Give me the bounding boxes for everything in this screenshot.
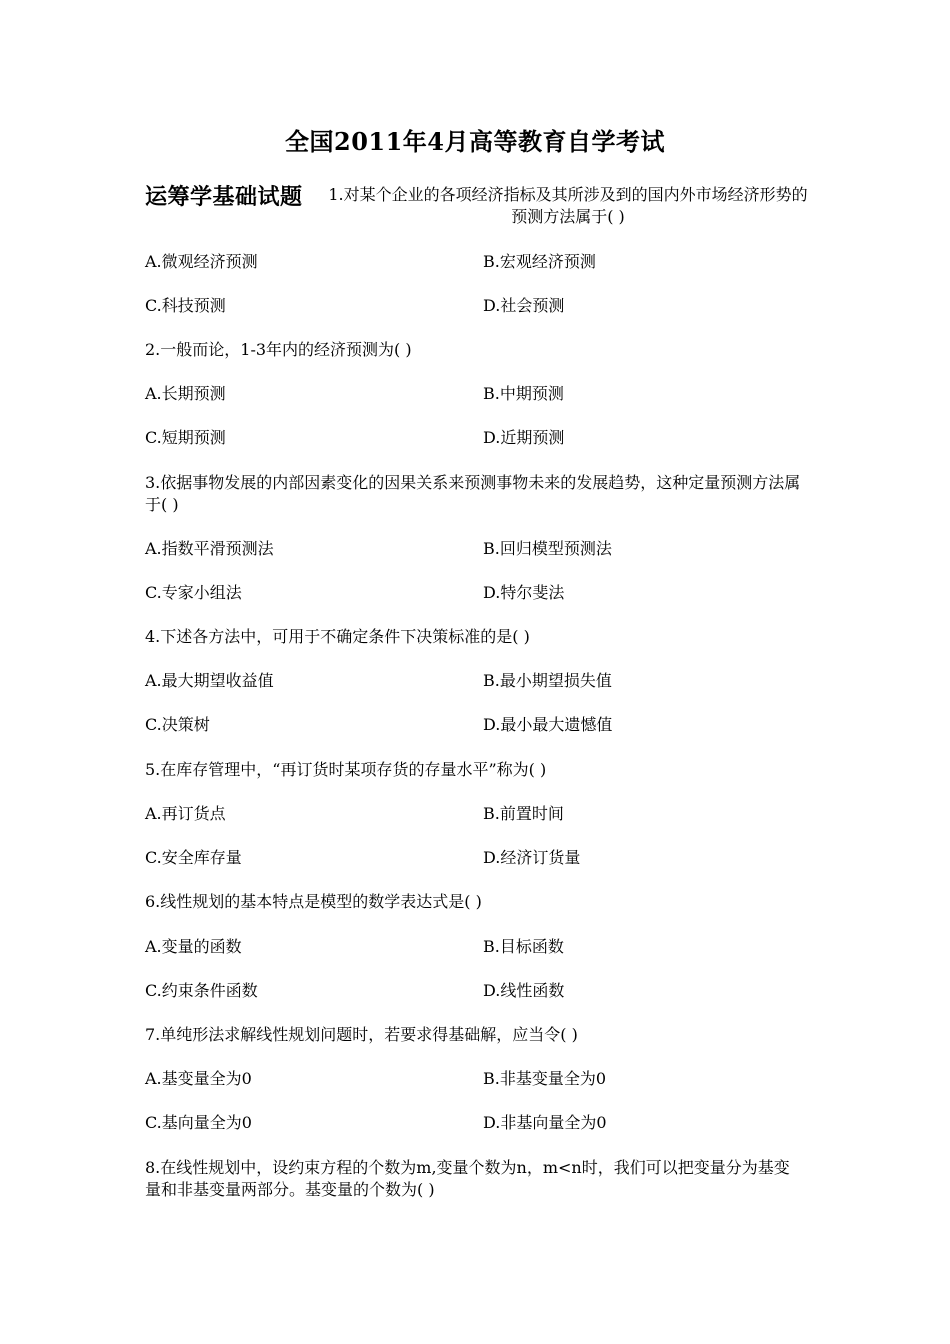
question-5-option-d: D.经济订货量 <box>483 848 581 867</box>
question-7-option-c: C.基向量全为0 <box>145 1113 252 1132</box>
question-8-stem: 8.在线性规划中，设约束方程的个数为m,变量个数为n，m<n时，我们可以把变量分为基变量和非基变量两部分。基变量的个数为( ) <box>145 1158 790 1199</box>
question-1-option-c: C.科技预测 <box>145 296 226 315</box>
question-5-option-c: C.安全库存量 <box>145 848 242 867</box>
question-1-option-b: B.宏观经济预测 <box>483 252 596 271</box>
question-6-option-a: A.变量的函数 <box>145 937 242 956</box>
question-4-option-a: A.最大期望收益值 <box>145 671 274 690</box>
question-2-option-a: A.长期预测 <box>145 384 226 403</box>
question-6-option-b: B.目标函数 <box>483 937 564 956</box>
question-4-option-b: B.最小期望损失值 <box>483 671 612 690</box>
question-7-stem: 7.单纯形法求解线性规划问题时，若要求得基础解，应当令( ) <box>145 1025 578 1044</box>
question-5-option-b: B.前置时间 <box>483 804 564 823</box>
question-2-stem: 2.一般而论，1-3年内的经济预测为( ) <box>145 340 412 359</box>
question-6-option-d: D.线性函数 <box>483 981 565 1000</box>
question-7-option-d: D.非基向量全为0 <box>483 1113 607 1132</box>
question-2-option-b: B.中期预测 <box>483 384 564 403</box>
question-5-stem: 5.在库存管理中，“再订货时某项存货的存量水平”称为( ) <box>145 760 547 779</box>
question-3-stem: 3.依据事物发展的内部因素变化的因果关系来预测事物未来的发展趋势，这种定量预测方法属于( ) <box>145 473 801 514</box>
question-1-option-a: A.微观经济预测 <box>145 252 258 271</box>
question-4-option-d: D.最小最大遗憾值 <box>483 715 613 734</box>
question-4-stem: 4.下述各方法中，可用于不确定条件下决策标准的是( ) <box>145 627 530 646</box>
question-7-option-b: B.非基变量全为0 <box>483 1069 607 1088</box>
question-5-option-a: A.再订货点 <box>145 804 226 823</box>
question-1-option-d: D.社会预测 <box>483 296 565 315</box>
exam-subtitle: 运筹学基础试题 <box>145 184 303 210</box>
question-7-option-a: A.基变量全为0 <box>145 1069 252 1088</box>
question-3-option-d: D.特尔斐法 <box>483 583 565 602</box>
question-2-option-c: C.短期预测 <box>145 428 226 447</box>
question-2-option-d: D.近期预测 <box>483 428 565 447</box>
question-3-option-c: C.专家小组法 <box>145 583 242 602</box>
question-6-stem: 6.线性规划的基本特点是模型的数学表达式是( ) <box>145 892 482 911</box>
question-3-option-b: B.回归模型预测法 <box>483 539 612 558</box>
question-1-stem: 1.对某个企业的各项经济指标及其所涉及到的国内外市场经济形势的预测方法属于( ) <box>328 185 808 226</box>
question-4-option-c: C.决策树 <box>145 715 210 734</box>
exam-title: 全国2011年4月高等教育自学考试 <box>285 127 665 156</box>
question-6-option-c: C.约束条件函数 <box>145 981 258 1000</box>
question-3-option-a: A.指数平滑预测法 <box>145 539 274 558</box>
